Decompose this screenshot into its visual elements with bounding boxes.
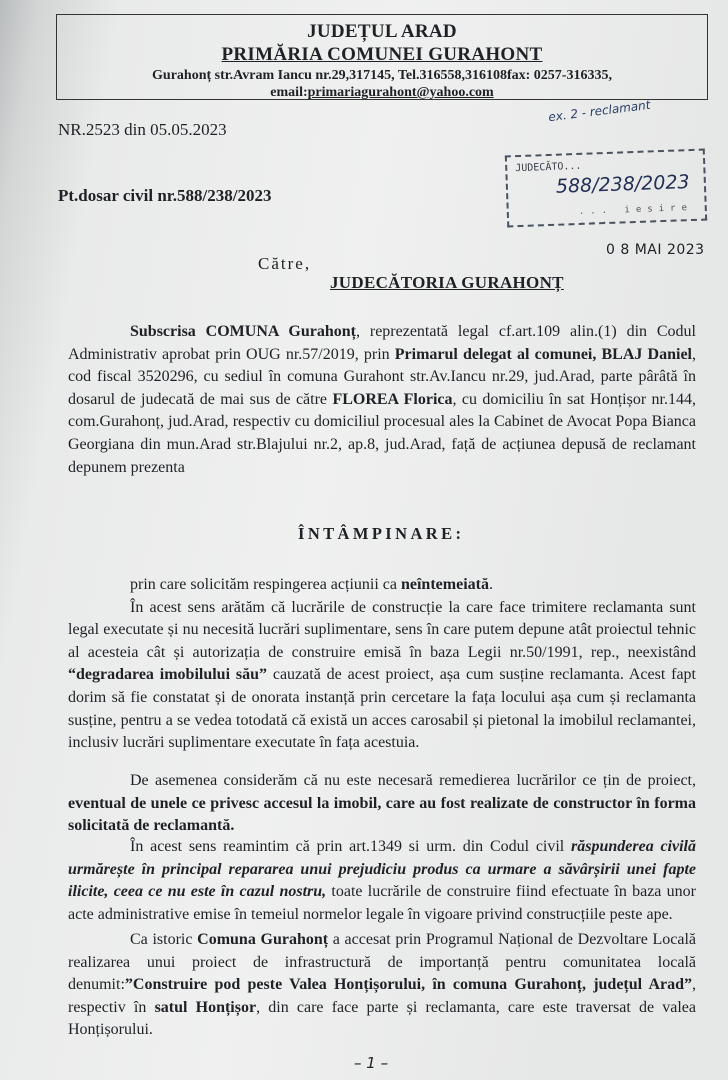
document-title: ÎNTÂMPINARE: <box>298 524 465 543</box>
stamp-case-number: 588/238/2023 <box>555 171 690 198</box>
case-reference: Pt.dosar civil nr.588/238/2023 <box>58 186 272 205</box>
letterhead <box>56 14 708 100</box>
works-paragraph <box>68 597 696 755</box>
text-run: neîntemeiată <box>400 576 489 593</box>
text-run: , din care face parte și reclamanta, care este traversat de valea Honțișorului. <box>68 998 697 1039</box>
stamp-footer: ... iesire ... <box>578 202 694 227</box>
civil-code-paragraph <box>68 836 696 926</box>
text-run: satul Honțișor <box>154 998 257 1016</box>
text-run: a accesat prin Programul Național de Dezvoltare Locală realizarea unui proiect de infrastructură de importanță pentru comunitatea locală denumit: <box>68 931 697 994</box>
addressee-label: Către, <box>258 254 312 273</box>
text-run: “degradarea imobilului său” <box>68 666 267 684</box>
letterhead-email <box>57 85 707 101</box>
text-run: , cod fiscal 3520296, cu sediul în comuna Gurahont str.Av.Iancu nr.29, jud.Arad, parte pârâtă în dosarul de judecată de mai sus de către <box>68 345 696 408</box>
text-run: eventual de unele ce privesc accesul la imobil, care au fost realizate de constructor în forma solicitată de reclamantă. <box>68 794 696 835</box>
text-run: toate lucrările de construire fiind efectuate în baza unor acte administrative emise în temeiul normelor legale în vigoare privind construcțiile peste ape. <box>68 883 696 923</box>
text-run: FLOREA Florica <box>332 390 453 408</box>
registration-number: NR.2523 din 05.05.2023 <box>58 120 227 139</box>
text-run: , reprezentată legal cf.art.109 alin.(1) din Codul Administrativ aprobat prin OUG nr.57/2019, prin <box>68 323 697 363</box>
city-hall-name: PRIMĂRIA COMUNEI GURAHONT <box>221 44 543 65</box>
text-run: În acest sens arătăm că lucrările de construcție la care face trimitere reclamanta sunt legal executate și nu necesită lucrări suplimentare, sens în care putem depune atât proiectul tehnic al acesteia cât și autorizația de construire emisă în baza Legii nr.50/1991, rep., neexistând <box>68 598 696 661</box>
remedy-paragraph <box>68 770 696 838</box>
text-run: De asemenea considerăm că nu este necesară remedierea lucrărilor ce țin de proiect, <box>130 772 696 789</box>
text-run: Subscrisa COMUNA Gurahonț <box>130 323 356 340</box>
addressee-court: JUDECĂTORIA GURAHONȚ <box>330 273 564 292</box>
text-run: , respectiv în <box>68 976 696 1016</box>
request-line <box>68 574 696 597</box>
county-name: JUDEȚUL ARAD <box>307 21 457 42</box>
text-run: Primarul delegat al comunei, BLAJ Daniel <box>394 345 692 363</box>
text-run: , cu domiciliu în sat Honțișor nr.144, com.Gurahonț, jud.Arad, respectiv cu domiciliul procesual ales la Cabinet de Avocat Popa Bianca Georgiana din mun.Arad str.Blajului nr.2, ap.8, jud.Arad, față de acțiunea depusă de reclamant depunem prezenta <box>68 390 697 476</box>
text-run: În acest sens reamintim că prin art.1349 si urm. din Codul civil <box>130 838 572 855</box>
text-run: ”Construire pod peste Valea Honțișorului, în comuna Gurahonț, județul Arad” <box>124 976 692 994</box>
text-run: . <box>488 576 493 593</box>
stamp-header: JUDECĂTO... <box>515 160 582 175</box>
history-paragraph <box>68 929 696 1042</box>
body-paragraph-request <box>68 574 696 755</box>
stamp-date: 0 8 MAI 2023 <box>606 242 705 258</box>
letterhead-address: Gurahonț str.Avram Iancu nr.29,317145, Tel.316558,316108fax: 0257-316335, <box>152 68 612 83</box>
intro-paragraph <box>68 321 696 479</box>
page-number: – 1 – <box>354 1054 389 1072</box>
text-run: Ca istoric <box>130 931 198 948</box>
text-run: prin care solicităm respingerea acțiunii ca <box>130 576 401 593</box>
text-run: cauzată de acest proiect, așa cum susține reclamanta. Acest fapt dorim să fie constatat și de onorata instanță prin cercetare la fața locului așa cum și reclamanta susține, pentru a se vedea totodată că există un acces carosabil și pietonal la imobilul reclamantei, inclusiv lucrări suplimentare executate în fața acestuia. <box>68 666 696 752</box>
court-registration-stamp <box>505 149 707 228</box>
handwritten-note: ex. 2 - reclamant <box>547 97 652 125</box>
text-run: răspunderea civilă urmărește în principal repararea unui prejudiciu produs ca urmare a săvârșirii unei fapte ilicite, ceea ce nu este în cazul nostru, <box>68 838 696 901</box>
text-run: Comuna Gurahonț <box>197 931 329 948</box>
email-address: primariagurahont@yahoo.com <box>307 85 494 100</box>
email-label: email: <box>270 85 308 100</box>
